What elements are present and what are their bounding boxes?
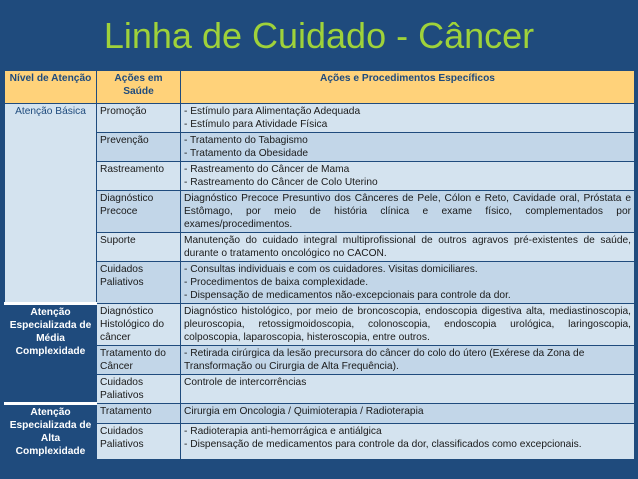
- table-row: [5, 304, 635, 346]
- level-media: Atenção Especializada de Média Complexidade: [5, 304, 97, 404]
- procedure-line: - Dispensação de medicamentos não-excepcionais para controle da dor.: [184, 290, 511, 301]
- procedure-line: - Rastreamento do Câncer de Colo Uterino: [184, 177, 378, 188]
- procedure-line: - Tratamento do Tabagismo: [184, 135, 308, 146]
- procedure-line: - Estímulo para Alimentação Adequada: [184, 106, 361, 117]
- action-cell: Cuidados Paliativos: [97, 423, 181, 459]
- action-cell: Rastreamento: [97, 162, 181, 191]
- procedure-line: - Dispensação de medicamentos para controle da dor, classificados como excepcionais.: [184, 438, 582, 450]
- table-row: [5, 375, 635, 404]
- procedure-line: - Procedimentos de baixa complexidade.: [184, 277, 369, 288]
- table-row: [5, 423, 635, 459]
- action-cell: Tratamento do Câncer: [97, 346, 181, 375]
- action-cell: Cuidados Paliativos: [97, 262, 181, 304]
- action-cell: Promoção: [97, 104, 181, 133]
- table-row: [5, 233, 635, 262]
- procedure-cell: Manutenção do cuidado integral multiprofissional de outros agravos pré-existentes de saúde, durante o tratamento oncológico no CACON.: [181, 233, 635, 262]
- procedure-line: - Tratamento da Obesidade: [184, 148, 309, 159]
- procedure-line: - Rastreamento do Câncer de Mama: [184, 164, 350, 175]
- action-cell: Prevenção: [97, 133, 181, 162]
- header-procedures: Ações e Procedimentos Específicos: [181, 71, 635, 104]
- table-row: [5, 191, 635, 233]
- table-row: [5, 262, 635, 304]
- procedure-cell: [181, 162, 635, 191]
- table-row: [5, 133, 635, 162]
- header-level: Nível de Atenção: [5, 71, 97, 104]
- procedure-line: - Radioterapia anti-hemorrágica e antiálgica: [184, 425, 382, 437]
- procedure-cell: [181, 262, 635, 304]
- action-cell: Tratamento: [97, 404, 181, 424]
- procedure-cell: [181, 423, 635, 459]
- header-actions: Ações em Saúde: [97, 71, 181, 104]
- procedure-cell: Cirurgia em Oncologia / Quimioterapia / Radioterapia: [181, 404, 635, 424]
- care-line-table: [4, 70, 635, 460]
- action-cell: Cuidados Paliativos: [97, 375, 181, 404]
- procedure-cell: [181, 133, 635, 162]
- table-row: [5, 104, 635, 133]
- action-cell: Suporte: [97, 233, 181, 262]
- procedure-cell: Diagnóstico histológico, por meio de broncoscopia, endoscopia digestiva alta, mediastinoscopia, pleuroscopia, retossigmoidoscopia, colonoscopia, endoscopia urológica, laringoscopia, colposcopia, laparoscopia, histeroscopia, entre outros.: [181, 304, 635, 346]
- procedure-cell: Controle de intercorrências: [181, 375, 635, 404]
- table-row: [5, 404, 635, 424]
- procedure-line: - Consultas individuais e com os cuidadores. Visitas domiciliares.: [184, 264, 478, 275]
- action-cell: Diagnóstico Histológico do câncer: [97, 304, 181, 346]
- procedure-line: - Estímulo para Atividade Física: [184, 119, 328, 130]
- page-title: Linha de Cuidado - Câncer: [103, 15, 535, 56]
- table-row: [5, 162, 635, 191]
- procedure-cell: - Retirada cirúrgica da lesão precursora do câncer do colo do útero (Exérese da Zona de Transformação ou Cirurgia de Alta Frequência).: [181, 346, 635, 375]
- level-basica: Atenção Básica: [5, 104, 97, 304]
- header-row: [5, 71, 635, 104]
- procedure-cell: Diagnóstico Precoce Presuntivo dos Cânceres de Pele, Cólon e Reto, Cavidade oral, Próstata e Estômago, por meio de história clínica e exame físico, complementados por exames/procedimentos.: [181, 191, 635, 233]
- action-cell: Diagnóstico Precoce: [97, 191, 181, 233]
- table-row: [5, 346, 635, 375]
- procedure-cell: [181, 104, 635, 133]
- level-alta: Atenção Especializada de Alta Complexidade: [5, 404, 97, 460]
